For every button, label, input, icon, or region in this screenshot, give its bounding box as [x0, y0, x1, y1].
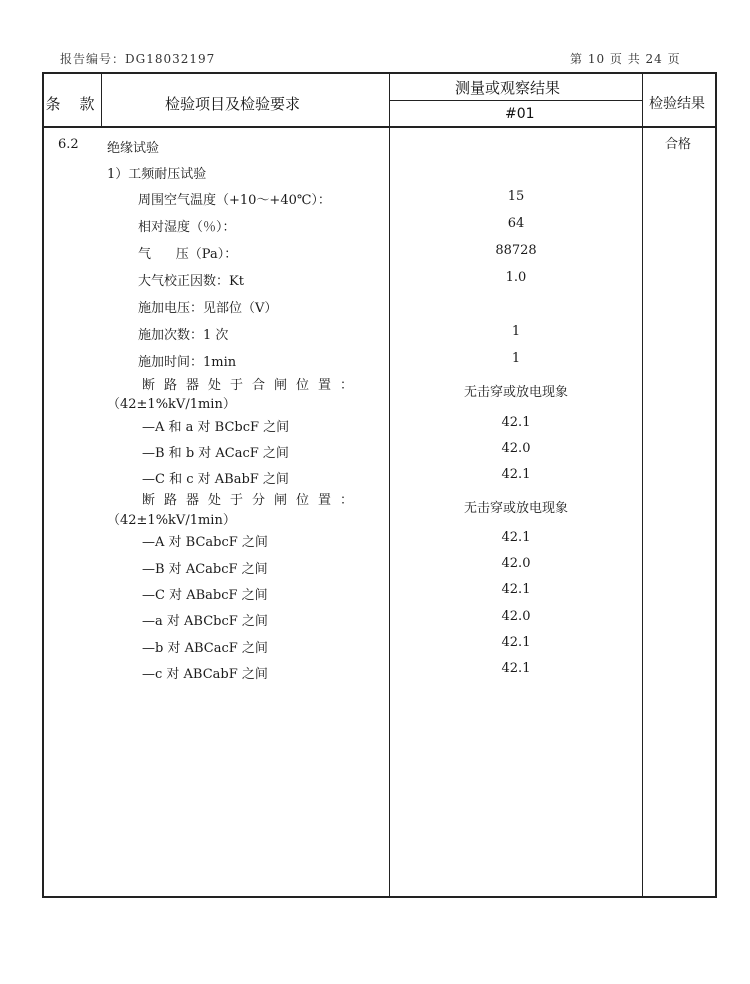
closed-item-label: —B 和 b 对 ACacF 之间 — [142, 446, 289, 461]
open-item-value: 42.1 — [501, 635, 531, 650]
item-label: 大气校正因数：Kt — [138, 274, 244, 289]
open-item-label: —c 对 ABCabF 之间 — [142, 667, 268, 682]
item-label: 施加电压：见部位（V） — [138, 301, 278, 316]
item-value: 1 — [511, 324, 521, 339]
item-label: 施加次数：1 次 — [138, 328, 229, 343]
open-item-label: —A 对 BCabcF 之间 — [142, 535, 268, 550]
page-info: 第 10 页 共 24 页 — [570, 52, 681, 66]
section-subtitle: 1）工频耐压试验 — [107, 167, 207, 182]
item-label: 气 压（Pa）： — [138, 247, 238, 262]
col-divider-2 — [389, 73, 390, 897]
item-header: 检验项目及检验要求 — [165, 95, 301, 113]
closed-item-value: 42.0 — [501, 441, 531, 456]
report-number: 报告编号：DG18032197 — [60, 52, 216, 66]
head-bottom-line — [43, 126, 716, 128]
open-item-value: 42.0 — [501, 609, 531, 624]
open-item-label: —a 对 ABCbcF 之间 — [142, 614, 268, 629]
closed-item-value: 42.1 — [501, 467, 531, 482]
conclusion-header: 检验结果 — [649, 96, 705, 112]
closed-item-label: —A 和 a 对 BCbcF 之间 — [142, 420, 290, 435]
clause-number: 6.2 — [58, 137, 79, 152]
closed-item-label: —C 和 c 对 ABabF 之间 — [142, 472, 289, 487]
closed-position-result: 无击穿或放电现象 — [463, 385, 568, 400]
clause-header: 条 款 — [45, 95, 95, 113]
col-divider-1 — [101, 73, 102, 126]
item-value: 1 — [511, 351, 521, 366]
closed-position-label: 断路器处于合闸位置： — [142, 378, 363, 393]
conclusion-value: 合格 — [665, 137, 692, 152]
item-label: 周围空气温度（+10～+40℃）： — [138, 193, 331, 208]
open-item-value: 42.1 — [501, 582, 531, 597]
item-label: 施加时间：1min — [138, 355, 237, 370]
item-value: 64 — [507, 216, 525, 231]
open-position-spec: （42±1%kV/1min） — [107, 513, 236, 528]
open-item-label: —C 对 ABabcF 之间 — [142, 588, 268, 603]
sample-header: #01 — [505, 106, 535, 122]
item-value: 1.0 — [505, 270, 527, 285]
open-item-value: 42.1 — [501, 530, 531, 545]
result-group-header: 测量或观察结果 — [455, 79, 561, 97]
open-position-result: 无击穿或放电现象 — [463, 501, 568, 516]
item-label: 相对湿度（％）： — [138, 220, 236, 235]
open-item-value: 42.1 — [501, 661, 531, 676]
section-title: 绝缘试验 — [107, 141, 160, 156]
closed-position-spec: （42±1%kV/1min） — [107, 397, 236, 412]
open-item-value: 42.0 — [501, 556, 531, 571]
closed-item-value: 42.1 — [501, 415, 531, 430]
open-item-label: —b 对 ABCacF 之间 — [142, 641, 268, 656]
open-item-label: —B 对 ACabcF 之间 — [142, 562, 268, 577]
item-value: 88728 — [495, 243, 537, 258]
open-position-label: 断路器处于分闸位置： — [142, 493, 363, 508]
head-mid-line — [389, 100, 643, 101]
item-value: 15 — [507, 189, 525, 204]
col-divider-3 — [642, 73, 643, 897]
